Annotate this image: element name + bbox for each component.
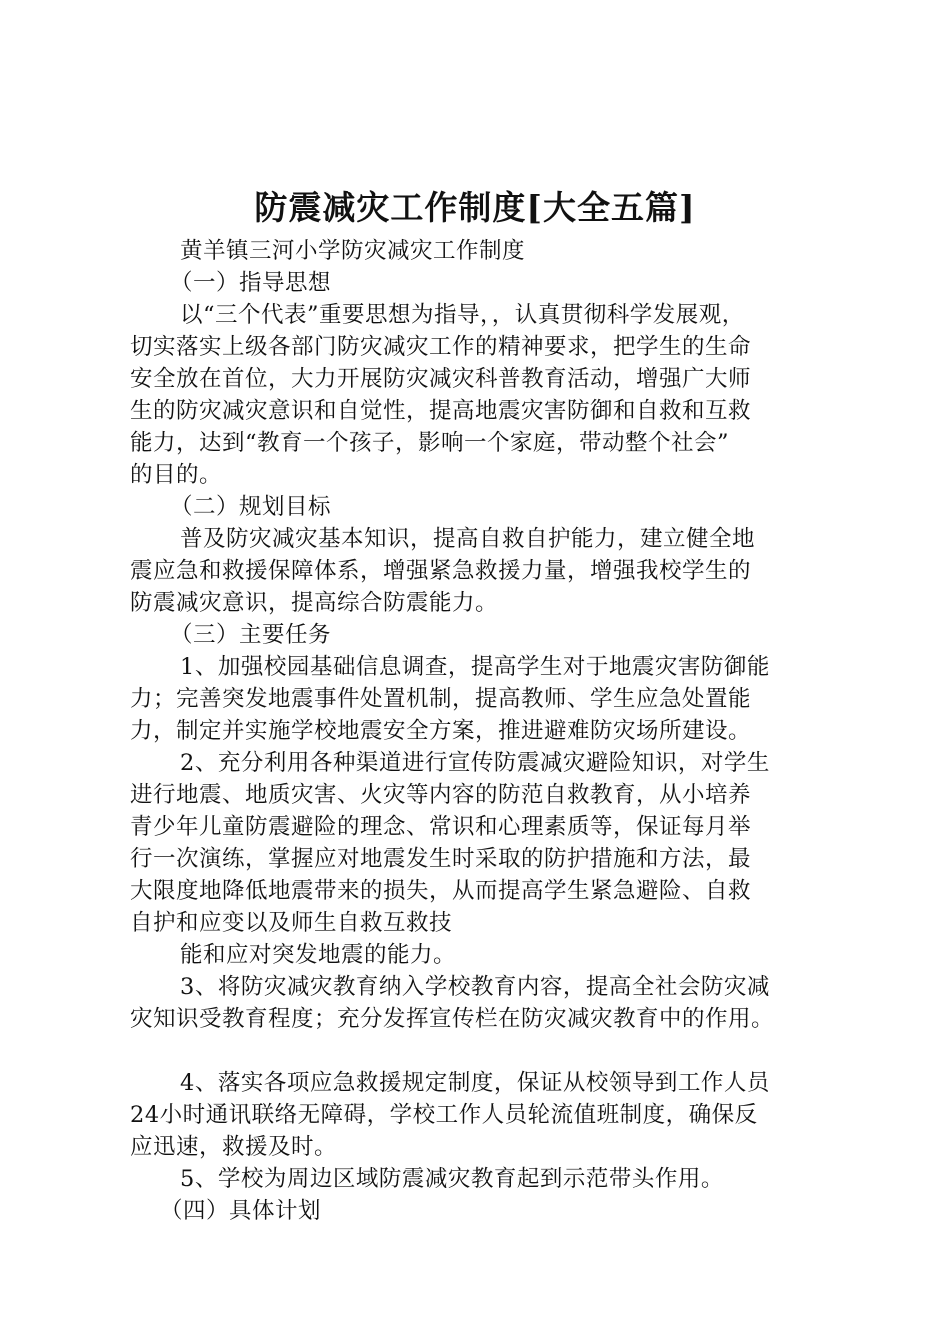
paragraph-line: 24小时通讯联络无障碍，学校工作人员轮流值班制度，确保反 bbox=[130, 1102, 758, 1128]
document-title: 防震减灾工作制度[大全五篇] bbox=[254, 188, 696, 227]
paragraph-line: 普及防灾减灾基本知识，提高自救自护能力，建立健全地 bbox=[180, 526, 756, 552]
paragraph-line: 1、加强校园基础信息调查，提高学生对于地震灾害防御能 bbox=[180, 654, 770, 680]
paragraph-line: 生的防灾减灾意识和自觉性，提高地震灾害防御和自救和互救 bbox=[130, 398, 752, 424]
subtitle-line: 黄羊镇三河小学防灾减灾工作制度 bbox=[180, 238, 526, 264]
paragraph-line: 安全放在首位，大力开展防灾减灾科普教育活动，增强广大师 bbox=[130, 366, 752, 392]
paragraph-line: 自护和应变以及师生自救互救技 bbox=[130, 910, 453, 936]
section-heading: （一）指导思想 bbox=[170, 270, 332, 296]
paragraph-line: 青少年儿童防震避险的理念、常识和心理素质等，保证每月举 bbox=[130, 814, 752, 840]
paragraph-line: 行一次演练，掌握应对地震发生时采取的防护措施和方法，最 bbox=[130, 846, 752, 872]
paragraph-line: 3、将防灾减灾教育纳入学校教育内容，提高全社会防灾减 bbox=[180, 974, 770, 1000]
paragraph-line: 震应急和救援保障体系，增强紧急救援力量，增强我校学生的 bbox=[130, 558, 752, 584]
paragraph-line: 防震减灾意识，提高综合防震能力。 bbox=[130, 590, 499, 616]
paragraph-line: 能力，达到“教育一个孩子，影响一个家庭，带动整个社会” bbox=[130, 430, 730, 456]
paragraph-line: 的目的。 bbox=[130, 462, 223, 488]
paragraph-line: 2、充分利用各种渠道进行宣传防震减灾避险知识，对学生 bbox=[180, 750, 770, 776]
paragraph-line: 能和应对突发地震的能力。 bbox=[180, 942, 457, 968]
paragraph-line: 灾知识受教育程度；充分发挥宣传栏在防灾减灾教育中的作用。 bbox=[130, 1006, 775, 1032]
paragraph-line: 应迅速，救援及时。 bbox=[130, 1134, 338, 1160]
paragraph-line: 大限度地降低地震带来的损失，从而提高学生紧急避险、自救 bbox=[130, 878, 752, 904]
paragraph-line: 4、落实各项应急救援规定制度，保证从校领导到工作人员 bbox=[180, 1070, 770, 1096]
paragraph-line: 5、学校为周边区域防震减灾教育起到示范带头作用。 bbox=[180, 1166, 724, 1192]
paragraph-line: 力；完善突发地震事件处置机制，提高教师、学生应急处置能 bbox=[130, 686, 752, 712]
paragraph-line: 以“三个代表”重要思想为指导，，认真贯彻科学发展观， bbox=[180, 302, 745, 328]
paragraph-line: 力，制定并实施学校地震安全方案，推进避难防灾场所建设。 bbox=[130, 718, 752, 744]
paragraph-line: 进行地震、地质灾害、火灾等内容的防范自救教育，从小培养 bbox=[130, 782, 752, 808]
paragraph-line: 切实落实上级各部门防灾减灾工作的精神要求，把学生的生命 bbox=[130, 334, 752, 360]
section-heading: （四）具体计划 bbox=[160, 1198, 322, 1224]
section-heading: （二）规划目标 bbox=[170, 494, 332, 520]
section-heading: （三）主要任务 bbox=[170, 622, 332, 648]
